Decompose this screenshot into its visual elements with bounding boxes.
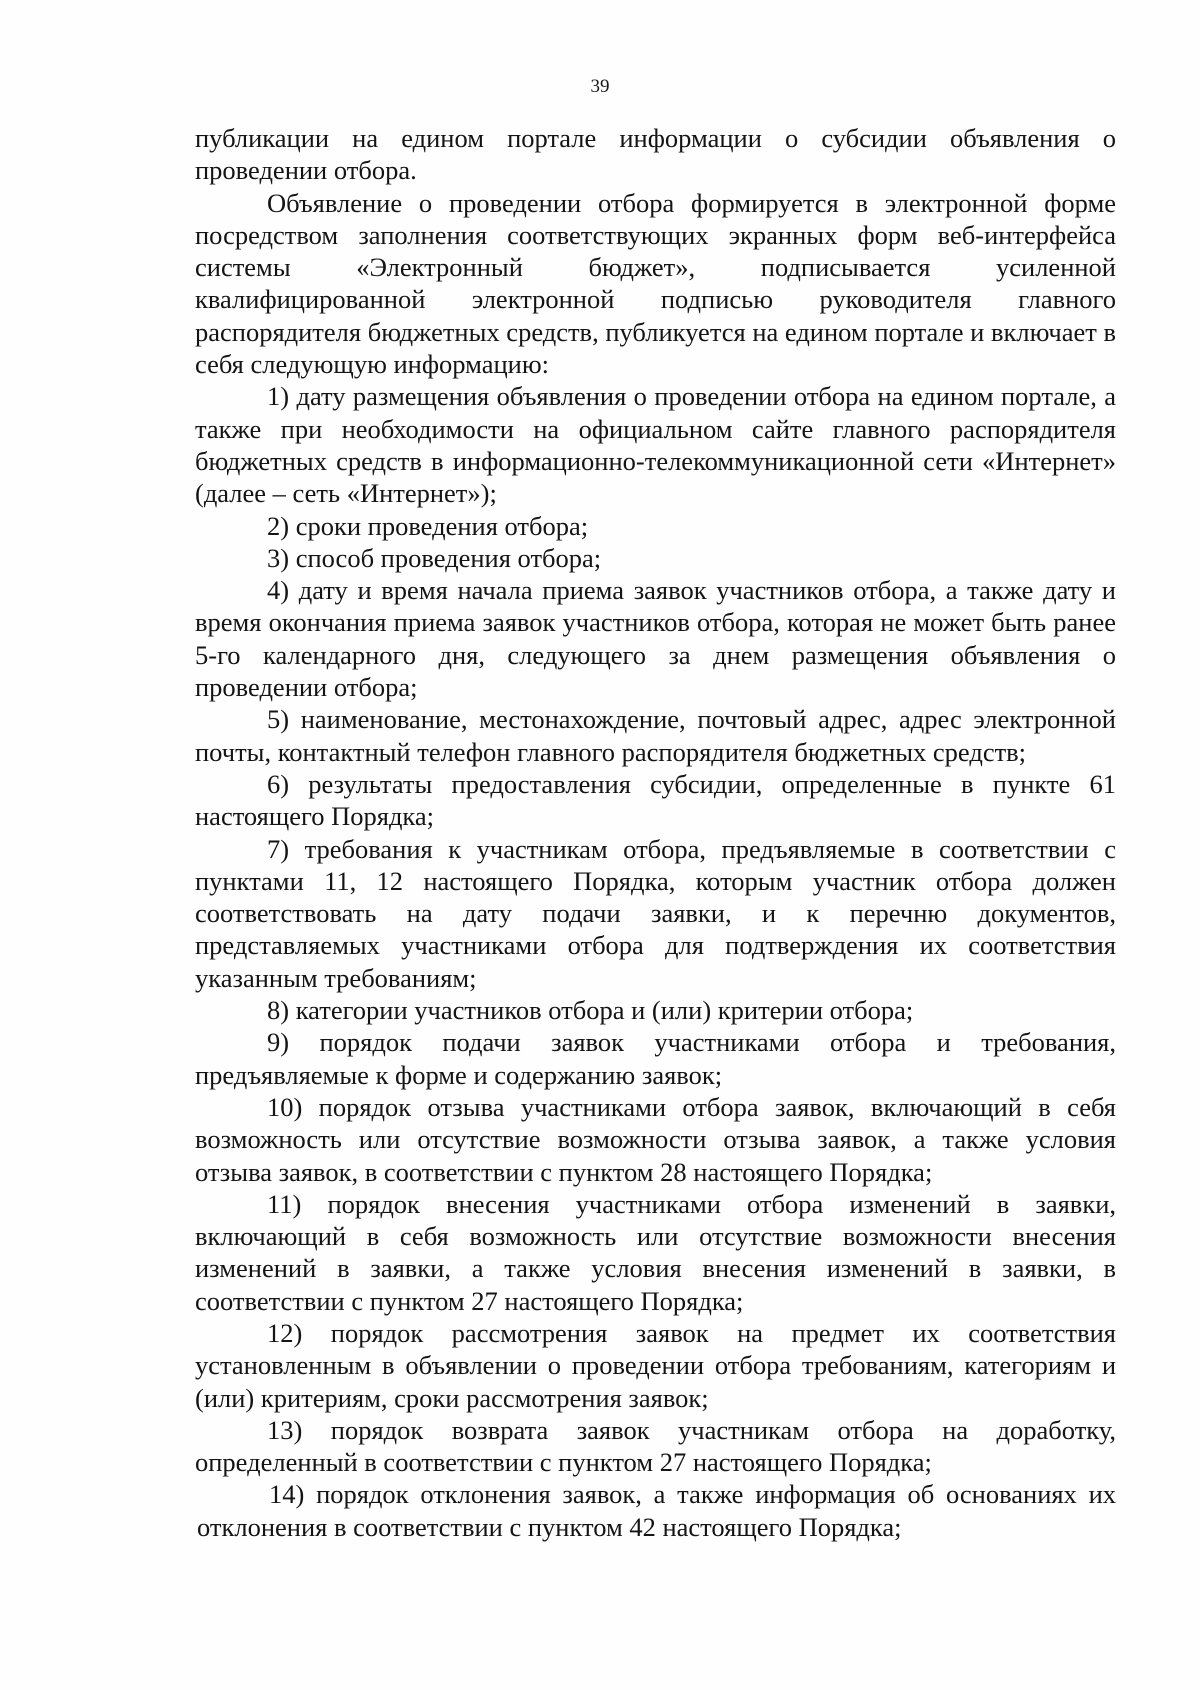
list-item: 1) дату размещения объявления о проведении отбора на едином портале, а также при необходимости на официальном сайте главного распорядителя бюджетных средств в информационно-телекоммуникационной сети «Интернет» (далее – сеть «Интернет»); — [195, 381, 1116, 509]
list-item: 2) сроки проведения отбора; — [267, 510, 589, 541]
list-item: 5) наименование, местонахождение, почтовый адрес, адрес электронной почты, контактный телефон главного распорядителя бюджетных средств; — [195, 704, 1116, 767]
list-item: 9) порядок подачи заявок участниками отбора и требования, предъявляемые к форме и содержанию заявок; — [195, 1027, 1116, 1090]
paragraph: публикации на едином портале информации о субсидии объявления о проведении отбора. — [195, 123, 1116, 186]
page-number: 39 — [590, 76, 610, 97]
list-item: 8) категории участников отбора и (или) критерии отбора; — [267, 995, 914, 1026]
list-item: 3) способ проведения отбора; — [267, 542, 602, 573]
list-item: 13) порядок возврата заявок участникам отбора на доработку, определенный в соответствии с пунктом 27 настоящего Порядка; — [195, 1414, 1116, 1478]
list-item: 7) требования к участникам отбора, предъявляемые в соответствии с пунктами 11, 12 настоящего Порядка, которым участник отбора должен соответствовать на дату подачи заявки, и к перечню документов, представляемых участниками отбора для подтверждения их соответствия указанным требованиям; — [195, 833, 1116, 993]
list-item: 14) порядок отклонения заявок, а также информация об основаниях их отклонения в соответствии с пунктом 42 настоящего Порядка; — [197, 1479, 1116, 1542]
list-item: 6) результаты предоставления субсидии, определенные в пункте 61 настоящего Порядка; — [195, 768, 1116, 832]
list-item: 4) дату и время начала приема заявок участников отбора, а также дату и время окончания приема заявок участников отбора, которая не может быть ранее 5-го календарного дня, следующего за днем размещения объявления о проведении отбора; — [195, 575, 1116, 703]
list-item: 11) порядок внесения участниками отбора изменений в заявки, включающий в себя возможность или отсутствие возможности внесения изменений в заявки, а также условия внесения изменений в заявки, в соответствии с пунктом 27 настоящего Порядка; — [195, 1188, 1116, 1316]
paragraph: Объявление о проведении отбора формируется в электронной форме посредством заполнения соответствующих экранных форм веб-интерфейса системы «Электронный бюджет», подписывается усиленной квалифицированной электронной подписью руководителя главного распорядителя бюджетных средств, публикуется на едином портале и включает в себя следующую информацию: — [195, 187, 1116, 380]
document-body — [195, 122, 1116, 1543]
list-item: 10) порядок отзыва участниками отбора заявок, включающий в себя возможность или отсутствие возможности отзыва заявок, а также условия отзыва заявок, в соответствии с пунктом 28 настоящего Порядка; — [195, 1091, 1116, 1187]
list-item: 12) порядок рассмотрения заявок на предмет их соответствия установленным в объявлении о проведении отбора требованиям, категориям и (или) критериям, сроки рассмотрения заявок; — [195, 1317, 1116, 1413]
